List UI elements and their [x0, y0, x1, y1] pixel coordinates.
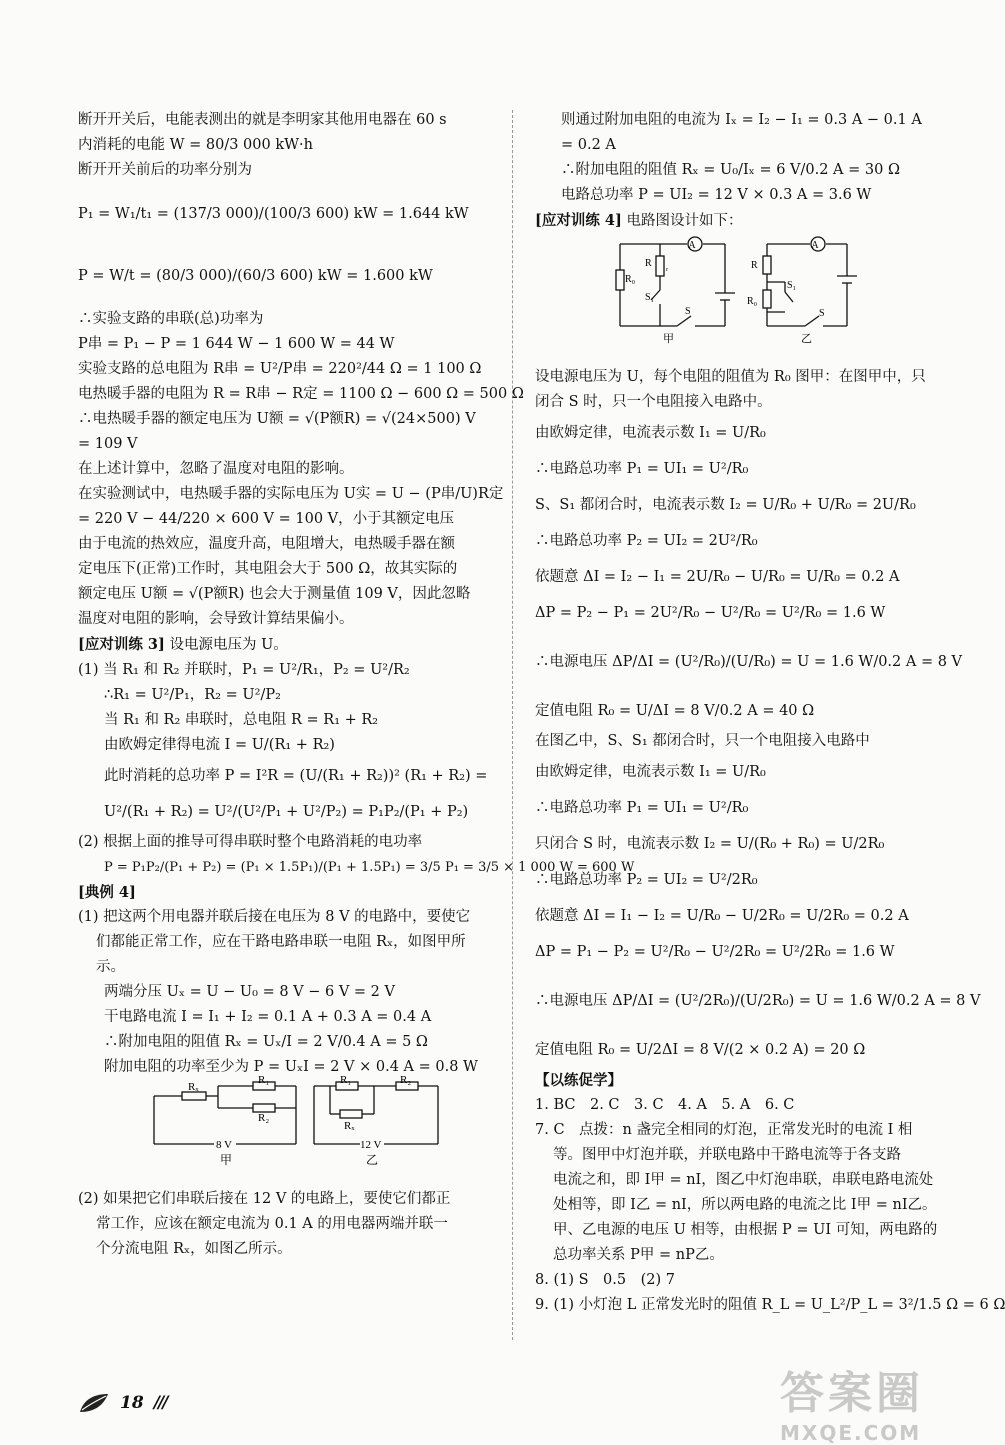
caption-jia: 甲: [663, 333, 674, 345]
drill-4-label: [应对训练 4]: [535, 212, 622, 229]
answer-line: 总功率关系 P甲 = nP乙。: [553, 1247, 724, 1263]
text-line: 断开开关后，电能表测出的就是李明家其他用电器在 60 s: [78, 112, 447, 128]
text-line: ∴R₁ = U²/P₁，R₂ = U²/P₂: [104, 687, 281, 703]
text-line: ∴附加电阻的阻值 Rₓ = Uₓ/I = 2 V/0.4 A = 5 Ω: [104, 1034, 428, 1050]
ammeter-label: A: [811, 240, 819, 251]
page-number: 18: [120, 1393, 144, 1413]
answer-line: 甲、乙电源的电压 U 相等，由根据 P = UI 可知，两电路的: [553, 1222, 938, 1238]
text-line: 电路总功率 P = UI₂ = 12 V × 0.3 A = 3.6 W: [561, 187, 872, 203]
text-line: 定电压下(正常)工作时，其电阻会大于 500 Ω，故其实际的: [78, 561, 458, 577]
label-rx: Rₓ: [344, 1120, 355, 1132]
drill-3-label: [应对训练 3]: [78, 636, 165, 653]
text-line: 额定电压 U额 = √(P额R) 也会大于测量值 109 V，因此忽略: [78, 586, 471, 602]
answer-line: 处相等，即 I乙 = nI，所以两电路的电流之比 I甲 = nI乙。: [553, 1197, 937, 1213]
text-line: 两端分压 Uₓ = U − U₀ = 8 V − 6 V = 2 V: [104, 984, 395, 1000]
label-rx: Rₓ: [188, 1081, 199, 1093]
text-line: 设电源电压为 U，每个电阻的阻值为 R₀ 图甲：在图甲中，只: [535, 369, 926, 385]
circuit-diagram-yi: [763, 237, 857, 326]
text-line: 闭合 S 时，只一个电阻接入电路中。: [535, 394, 772, 410]
text-line: (1) 当 R₁ 和 R₂ 并联时，P₁ = U²/R₁，P₂ = U²/R₂: [78, 662, 410, 678]
drill-4-intro: 电路图设计如下：: [626, 213, 743, 229]
answer-line: 1. BC 2. C 3. C 4. A 5. A 6. C: [535, 1097, 795, 1113]
answer-line: 电流之和，即 I甲 = nI，图乙中灯泡串联，串联电路电流处: [553, 1172, 934, 1188]
text-line: P = P₁P₂/(P₁ + P₂) = (P₁ × 1.5P₁)/(P₁ + 1.5P₁) = 3/5 P₁ = 3/5 × 1 000 W = 600 W: [104, 860, 635, 875]
formula-line: 在实验测试中，电热暖手器的实际电压为 U实 = U − (P串/U)R定: [78, 486, 504, 502]
text-line: = 0.2 A: [561, 137, 616, 153]
drill-3-intro: 设电源电压为 U。: [169, 637, 288, 653]
text-line: 由欧姆定律得电流 I = U/(R₁ + R₂): [104, 737, 335, 753]
label-voltage: 12 V: [360, 1139, 382, 1151]
formula-line: S、S₁ 都闭合时，电流表示数 I₂ = U/R₀ + U/R₀ = 2U/R₀: [535, 497, 916, 513]
text-line: 温度对电阻的影响，会导致计算结果偏小。: [78, 611, 354, 627]
caption-yi: 乙: [801, 333, 812, 345]
text-line: (2) 如果把它们串联后接在 12 V 的电路上，要使它们都正: [78, 1191, 451, 1207]
label-r: R: [751, 260, 758, 271]
label-r1: R₁: [258, 1074, 270, 1086]
formula-line: ∴电路总功率 P₁ = UI₁ = U²/R₀: [535, 800, 749, 816]
circuit-diagram-yi: [314, 1082, 438, 1144]
formula-line: 由欧姆定律，电流表示数 I₁ = U/R₀: [535, 764, 766, 780]
label-s1: S₁: [787, 280, 797, 291]
example-4-label: [典例 4]: [78, 884, 136, 901]
label-r2: R₂: [400, 1074, 412, 1086]
formula-line: 定值电阻 R₀ = U/ΔI = 8 V/0.2 A = 40 Ω: [535, 703, 815, 719]
label-r0: R₀: [747, 296, 758, 307]
right-column: [535, 108, 1005, 1318]
formula-line: ∴电源电压 ΔP/ΔI = (U²/R₀)/(U/R₀) = U = 1.6 W/0.2 A = 8 V: [535, 654, 963, 670]
text-line: 断开开关前后的功率分别为: [78, 162, 252, 178]
text-line: U²/(R₁ + R₂) = U²/(U²/P₁ + U²/P₂) = P₁P₂/(P₁ + P₂): [104, 804, 469, 820]
label-voltage: 8 V: [216, 1139, 232, 1151]
text-line: 当 R₁ 和 R₂ 串联时，总电阻 R = R₁ + R₂: [104, 712, 379, 728]
caption-jia: 甲: [220, 1153, 233, 1167]
page-footer: [78, 1392, 166, 1414]
text-line: 在上述计算中，忽略了温度对电阻的影响。: [78, 461, 354, 477]
text-line: 则通过附加电阻的电流为 Iₓ = I₂ − I₁ = 0.3 A − 0.1 A: [561, 112, 922, 128]
answer-line: 等。图甲中灯泡并联，并联电路中干路电流等于各支路: [553, 1147, 901, 1163]
formula-line: ΔP = P₂ − P₁ = 2U²/R₀ − U²/R₀ = U²/R₀ = 1.6 W: [535, 605, 886, 621]
text-line: 内消耗的电能 W = 80/3 000 kW·h: [78, 137, 313, 153]
formula-line: 由欧姆定律，电流表示数 I₁ = U/R₀: [535, 425, 766, 441]
formula-line: P₁ = W₁/t₁ = (137/3 000)/(100/3 600) kW = 1.644 kW: [78, 206, 469, 222]
circuit-diagram-jia: [154, 1082, 296, 1144]
formula-line: ∴电路总功率 P₂ = UI₂ = 2U²/R₀: [535, 533, 758, 549]
caption-yi: 乙: [366, 1153, 379, 1167]
slash-decoration: ///: [153, 1393, 167, 1413]
text-line: 示。: [96, 959, 125, 975]
label-r-sub: ᵣ: [666, 262, 669, 273]
circuit-diagrams-drill-4: [535, 238, 955, 359]
text-line: 此时消耗的总功率 P = I²R = (U/(R₁ + R₂))² (R₁ + R₂) =: [104, 768, 488, 784]
column-divider: [512, 110, 513, 1340]
text-line: 干电路电流 I = I₁ + I₂ = 0.1 A + 0.3 A = 0.4 A: [104, 1009, 432, 1025]
label-r1: R₁: [340, 1074, 352, 1086]
formula-line: ΔP = P₁ − P₂ = U²/R₀ − U²/2R₀ = U²/2R₀ = 1.6 W: [535, 944, 895, 960]
label-r: R: [645, 258, 652, 269]
watermark-url: MXQE.COM: [780, 1421, 922, 1445]
text-line: = 109 V: [78, 436, 138, 452]
text-line: 们都能正常工作，应在干路电路串联一电阻 Rₓ，如图甲所: [96, 934, 466, 950]
formula-line: ∴电路总功率 P₂ = UI₂ = U²/2R₀: [535, 872, 758, 888]
formula-line: 实验支路的总电阻为 R串 = U²/P串 = 220²/44 Ω = 1 100 Ω: [78, 361, 482, 377]
label-s1: S₁: [645, 292, 655, 303]
text-line: (2) 根据上面的推导可得串联时整个电路消耗的电功率: [78, 834, 423, 850]
ammeter-label: A: [688, 240, 696, 251]
leaf-icon: [78, 1392, 110, 1414]
text-line: (1) 把这两个用电器并联后接在电压为 8 V 的电路中，要使它: [78, 909, 471, 925]
label-r2: R₂: [258, 1112, 270, 1124]
text-line: 常工作，应该在额定电流为 0.1 A 的用电器两端并联一: [96, 1216, 448, 1232]
drill-3-header: [78, 632, 498, 658]
text-line: 个分流电阻 Rₓ，如图乙所示。: [96, 1241, 292, 1257]
formula-line: 只闭合 S 时，电流表示数 I₂ = U/(R₀ + R₀) = U/2R₀: [535, 836, 885, 852]
formula-line: 依题意 ΔI = I₂ − I₁ = 2U/R₀ − U/R₀ = U/R₀ = 0.2 A: [535, 569, 900, 585]
text-line: 电热暖手器的电阻为 R = R串 − R定 = 1100 Ω − 600 Ω = 500 Ω: [78, 386, 524, 402]
circuit-diagrams-example-4: [78, 1074, 498, 1181]
text-line: ∴实验支路的串联(总)功率为: [78, 311, 264, 327]
label-s: S: [685, 306, 691, 317]
answer-line: 9. (1) 小灯泡 L 正常发光时的阻值 R_L = U_L²/P_L = 3²/1.5 Ω = 6 Ω: [535, 1297, 1005, 1313]
formula-line: ∴电路总功率 P₁ = UI₁ = U²/R₀: [535, 461, 749, 477]
text-line: 由于电流的热效应，温度升高，电阻增大，电热暖手器在额: [78, 536, 455, 552]
drill-4-header: [535, 208, 955, 234]
watermark: [780, 1357, 990, 1445]
formula-line: ∴电热暖手器的额定电压为 U额 = √(P额R) = √(24×500) V: [78, 411, 476, 427]
text-line: 附加电阻的功率至少为 P = UₓI = 2 V × 0.4 A = 0.8 W: [104, 1059, 478, 1075]
text-line: ∴附加电阻的阻值 Rₓ = U₀/Iₓ = 6 V/0.2 A = 30 Ω: [561, 162, 900, 178]
answer-line: 8. (1) S 0.5 (2) 7: [535, 1272, 675, 1288]
label-s: S: [819, 308, 825, 319]
formula-line: ∴电源电压 ΔP/ΔI = (U²/2R₀)/(U/2R₀) = U = 1.6 W/0.2 A = 8 V: [535, 993, 981, 1009]
label-r0: R₀: [625, 274, 636, 285]
formula-line: 定值电阻 R₀ = U/2ΔI = 8 V/(2 × 0.2 A) = 20 Ω: [535, 1042, 866, 1058]
text-line: 在图乙中，S、S₁ 都闭合时，只一个电阻接入电路中: [535, 733, 870, 749]
formula-line: = 220 V − 44/220 × 600 V = 100 V，小于其额定电压: [78, 511, 455, 527]
watermark-title: 答案圈: [780, 1368, 924, 1419]
text-line: P串 = P₁ − P = 1 644 W − 1 600 W = 44 W: [78, 336, 395, 352]
practice-label: 【以练促学】: [535, 1072, 622, 1089]
answer-line: 7. C 点拨：n 盏完全相同的灯泡，正常发光时的电流 I 相: [535, 1122, 913, 1138]
formula-line: P = W/t = (80/3 000)/(60/3 600) kW = 1.600 kW: [78, 268, 433, 284]
formula-line: 依题意 ΔI = I₁ − I₂ = U/R₀ − U/2R₀ = U/2R₀ = 0.2 A: [535, 908, 909, 924]
